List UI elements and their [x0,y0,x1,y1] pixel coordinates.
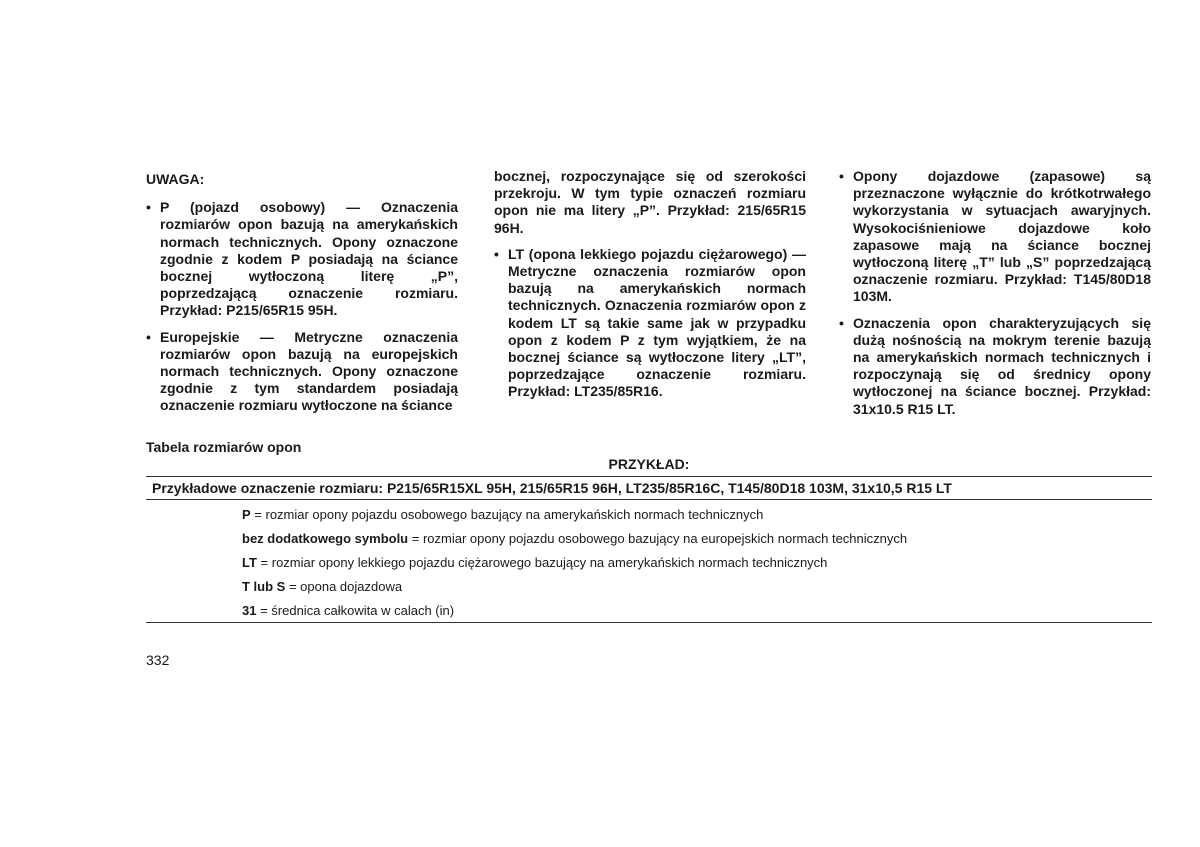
bullet-european-continuation: bocznej, rozpoczynające się od szerokości przekroju. W tym typie oznaczeń rozmiaru opon nie ma litery „P”. Przykład: 215/65R15 96H. [494,168,806,236]
legend-key: bez dodatkowego symbolu [242,531,409,546]
legend-row-t-s [242,575,907,599]
bullet-light-truck-lt: • LT (opona lekkiego pojazdu ciężarowego) — Metryczne oznaczenia rozmiarów opon bazują na amerykańskich normach technicznych. Oznaczenia rozmiarów opon z kodem LT są takie same jak w przypadku opon z kodem P z tym wyjątkiem, że na bocznej ściance są wytłoczone litery „LT”, poprzedzające oznaczenie rozmiaru. Przykład: LT235/85R16. [494,246,806,401]
legend-list [242,503,907,623]
note-heading: UWAGA: [146,171,205,187]
column-1 [146,168,458,424]
table-header: PRZYKŁAD: [608,456,690,472]
note-list [146,199,458,414]
column-2 [494,168,806,410]
legend-key: LT [242,555,257,570]
legend-row-none [242,527,907,551]
legend-key: 31 [242,603,257,618]
legend-row-lt [242,551,907,575]
note-list-2 [494,246,806,401]
legend-row-31 [242,599,907,623]
bullet-european: • Europejskie — Metryczne oznaczenia rozmiarów opon bazują na europejskich normach technicznych. Opony oznaczone zgodnie z tym standardem posiadają oznaczenie rozmiaru wytłoczone na ściance [146,329,458,415]
legend-row-p [242,503,907,527]
legend-text: = opona dojazdowa [285,579,403,594]
size-example-row: Przykładowe oznaczenie rozmiaru: P215/65R15XL 95H, 215/65R15 96H, LT235/85R16C, T145/80D18 103M, 31x10,5 R15 LT [146,476,1152,500]
legend-key: P [242,507,251,522]
table-bottom-rule [146,622,1152,623]
page-number: 332 [146,652,170,668]
legend-text: = rozmiar opony lekkiego pojazdu ciężarowego bazujący na amerykańskich normach technicznych [256,555,828,570]
bullet-passenger-p: • P (pojazd osobowy) — Oznaczenia rozmiarów opon bazują na amerykańskich normach technicznych. Opony oznaczone zgodnie z kodem P posiadają na ściance bocznej wytłoczoną literę „P”, poprzedzającą oznaczenie rozmiaru. Przykład: P215/65R15 95H. [146,199,458,319]
table-title: Tabela rozmiarów opon [146,439,302,455]
legend-text: = średnica całkowita w calach (in) [256,603,455,618]
legend-text: = rozmiar opony pojazdu osobowego bazujący na amerykańskich normach technicznych [250,507,764,522]
column-3 [839,168,1151,427]
note-list-3 [839,168,1151,418]
legend-key: T lub S [242,579,286,594]
legend-text: = rozmiar opony pojazdu osobowego bazujący na europejskich normach technicznych [408,531,908,546]
bullet-high-flotation: • Oznaczenia opon charakteryzujących się dużą nośnością na mokrym terenie bazują na amerykańskich normach technicznych i rozpoczynają się od średnicy opony wytłoczonej na ściance bocznej. Przykład: 31x10.5 R15 LT. [839,315,1151,418]
bullet-spare-tire: • Opony dojazdowe (zapasowe) są przeznaczone wyłącznie do krótkotrwałego wykorzystania w sytuacjach awaryjnych. Wysokociśnieniowe dojazdowe koło zapasowe mają na ściance bocznej wytłoczoną literę „T” lub „S” poprzedzającą oznaczenie rozmiaru. Przykład: T145/80D18 103M. [839,168,1151,306]
